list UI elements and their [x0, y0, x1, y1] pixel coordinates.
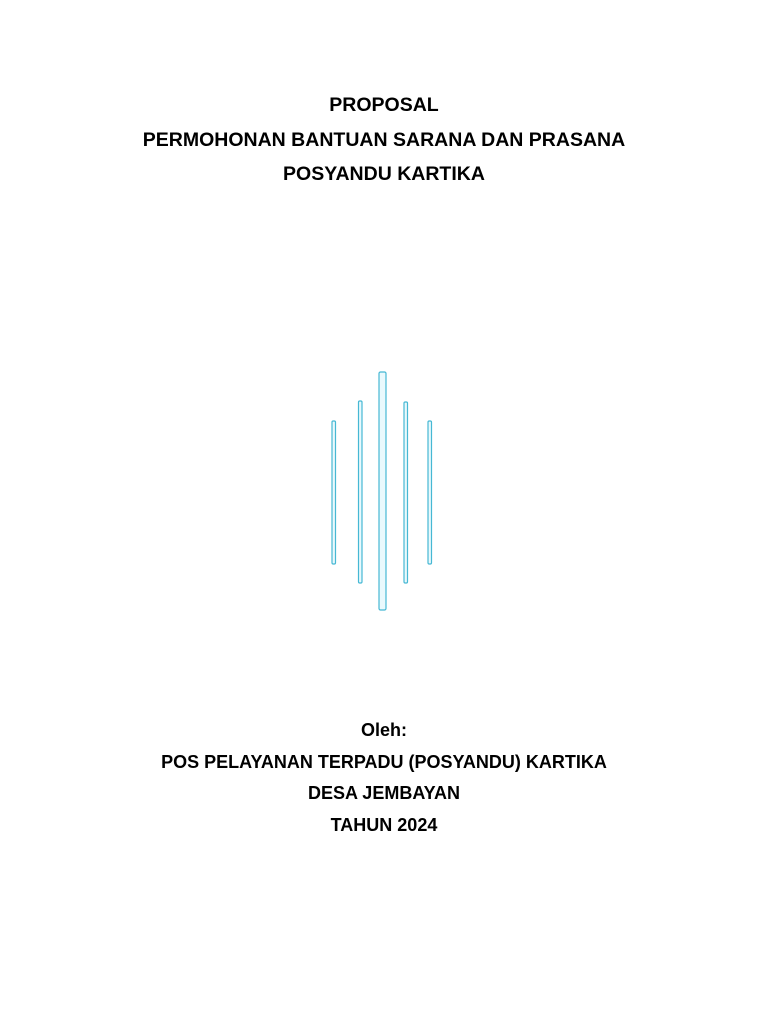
author-label: Oleh:: [360, 720, 407, 740]
author-village: DESA JEMBAYAN: [307, 783, 461, 803]
ornament-bar-center: [379, 372, 386, 610]
ornament-bar-inner-left: [359, 401, 363, 583]
ornament-bar-outer-left: [332, 421, 336, 564]
title-line-subject: PERMOHONAN BANTUAN SARANA DAN PRASANA: [142, 128, 626, 151]
author-block: [0, 715, 768, 841]
author-organization: POS PELAYANAN TERPADU (POSYANDU) KARTIKA: [161, 751, 607, 772]
title-line-organization: POSYANDU KARTIKA: [283, 163, 485, 185]
title-line-proposal: PROPOSAL: [329, 94, 439, 116]
ornament-bar-inner-right: [404, 402, 408, 583]
author-year: TAHUN 2024: [330, 814, 438, 835]
ornament-bar-outer-right: [428, 421, 432, 564]
